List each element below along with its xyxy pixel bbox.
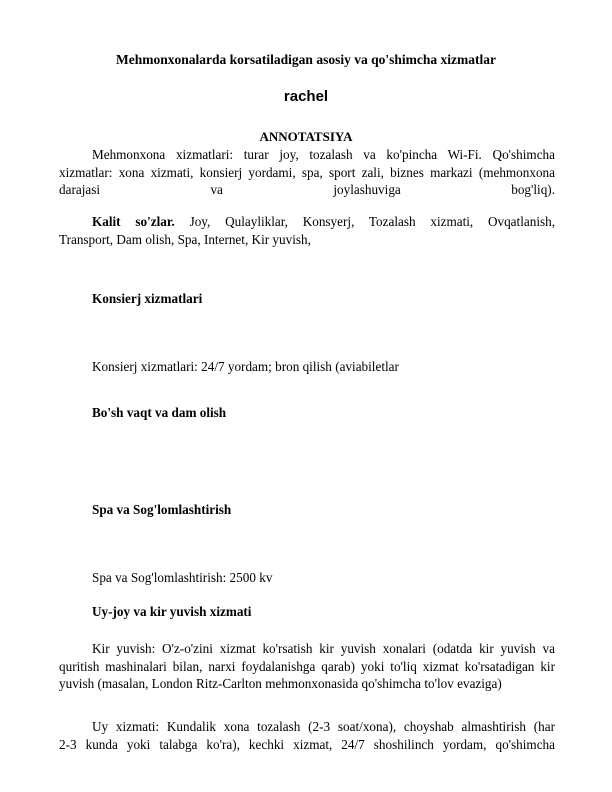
spa-text: Spa va Sog'lomlashtirish: 2500 kv xyxy=(92,570,273,585)
annotation-paragraph xyxy=(59,146,555,199)
laundry-paragraph xyxy=(59,640,555,693)
keywords-line xyxy=(59,213,555,231)
author-name: rachel xyxy=(283,88,329,105)
room-service-line: 2-3 kunda yoki talabga ko'ra), kechki xizmat, 24/7 shoshilinch yordam, qo'shimcha xyxy=(59,736,555,752)
section-heading-leisure: Bo'sh vaqt va dam olish xyxy=(92,405,227,420)
keywords-line: Transport, Dam olish, Spa, Internet, Kir yuvish, xyxy=(59,231,311,247)
annotation-heading: ANNOTATSIYA xyxy=(259,129,353,144)
keywords-list: Joy, Qulayliklar, Konsyerj, Tozalash xizmati, Ovqatlanish, xyxy=(189,214,555,229)
document-title: Mehmonxonalarda korsatiladigan asosiy va qo'shimcha xizmatlar xyxy=(116,52,496,67)
room-service-line: Uy xizmati: Kundalik xona tozalash (2-3 soat/xona), choyshab almashtirish (har xyxy=(92,719,555,734)
concierge-text: Konsierj xizmatlari: 24/7 yordam; bron qilish (aviabiletlar xyxy=(92,359,399,374)
room-service-paragraph xyxy=(59,718,555,753)
laundry-line: quritish mashinalari bilan, narxi foydalanishga qarab) yoki to'liq xizmat ko'rsatadigan kir xyxy=(59,658,555,674)
section-heading-concierge: Konsierj xizmatlari xyxy=(92,291,203,306)
laundry-line: Kir yuvish: O'z-o'zini xizmat ko'rsatish kir yuvish xonalari (odatda kir yuvish va xyxy=(92,641,555,656)
section-heading-spa: Spa va Sog'lomlashtirish xyxy=(92,502,232,517)
laundry-line: yuvish (masalan, London Ritz-Carlton mehmonxonasida qo'shimcha to'lov evaziga) xyxy=(59,676,502,692)
keywords-label: Kalit so'zlar. xyxy=(92,214,175,229)
section-heading-housekeeping: Uy-joy va kir yuvish xizmati xyxy=(92,604,252,619)
keywords-paragraph xyxy=(59,213,555,248)
annotation-line: Mehmonxona xizmatlari: turar joy, tozalash va ko'pincha Wi-Fi. Qo'shimcha xyxy=(92,147,555,162)
annotation-line: xizmatlar: xona xizmati, konsierj yordami, spa, sport zali, biznes markazi (mehmonxona xyxy=(59,164,555,180)
annotation-line: darajasi va joylashuviga bog'liq). xyxy=(59,182,555,198)
